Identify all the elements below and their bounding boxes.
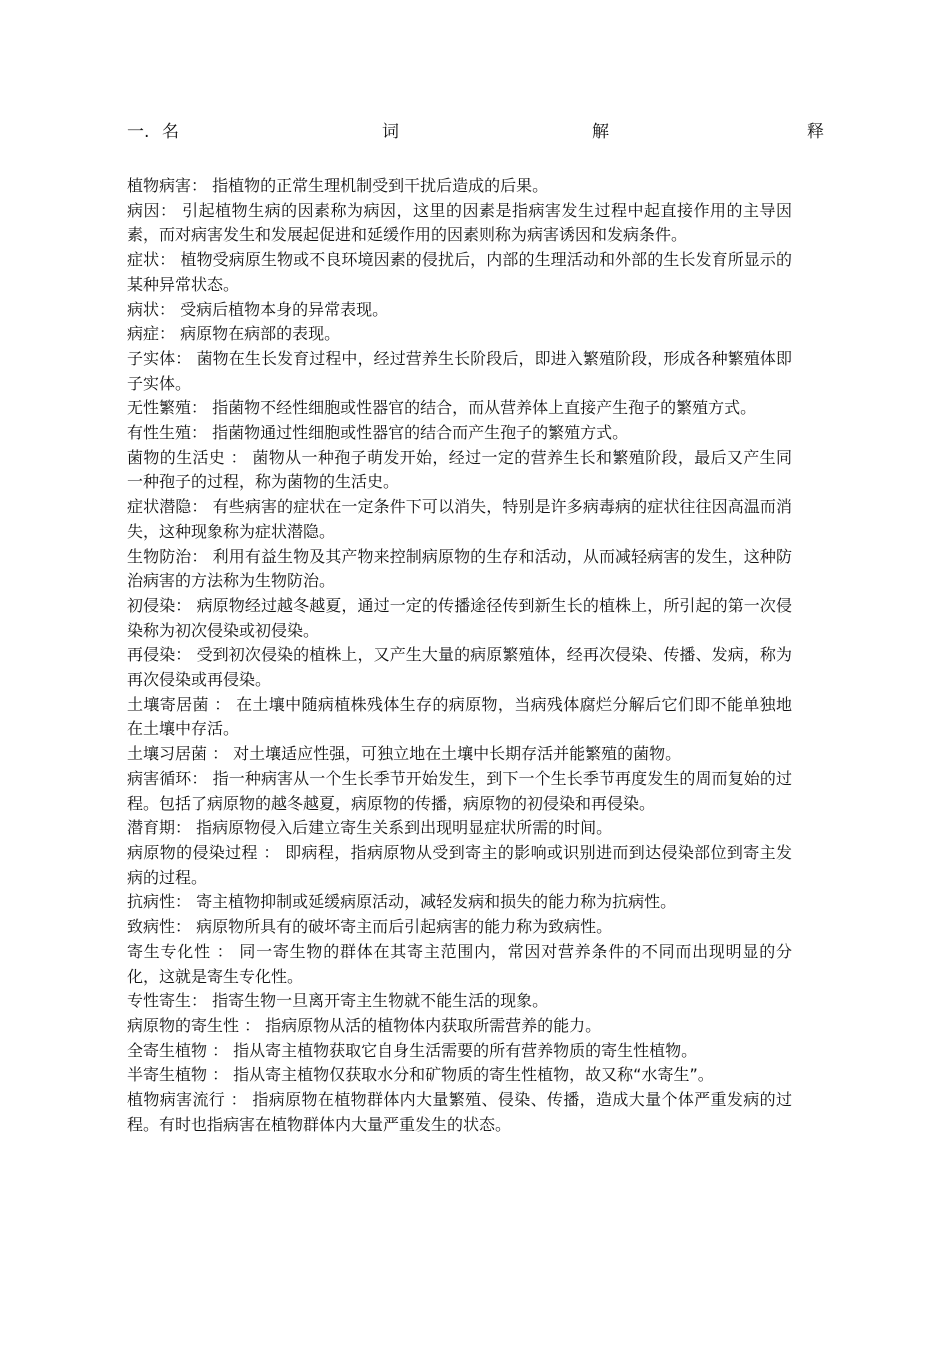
entry-definition: 菌物从一种孢子萌发开始，经过一定的营养生长和繁殖阶段，最后又产生同一种孢子的过程，称为菌物的生活史。	[127, 447, 792, 492]
glossary-entry	[127, 989, 792, 1014]
entry-definition: 指从寄主植物获取它自身生活需要的所有营养物质的寄生性植物。	[228, 1040, 698, 1060]
glossary-entry	[127, 841, 792, 890]
entry-term: 再侵染：	[127, 645, 192, 665]
entry-definition: 指植物的正常生理机制受到干扰后造成的后果。	[207, 176, 549, 195]
glossary-entry	[127, 816, 792, 841]
entry-definition: 在土壤中随病植株残体生存的病原物，当病残体腐烂分解后它们即不能单独地在土壤中存活。	[127, 694, 792, 739]
entry-definition: 指一种病害从一个生长季节开始发生，到下一个生长季节再度发生的周而复始的过程。包括了病原物的越冬越夏，病原物的传播，病原物的初侵染和再侵染。	[127, 768, 792, 813]
glossary-entry	[127, 1014, 792, 1039]
entry-term: 潜育期：	[127, 818, 192, 838]
glossary-entry	[127, 421, 792, 446]
entry-definition: 利用有益生物及其产物来控制病原物的生存和活动，从而减轻病害的发生，这种防治病害的方法称为生物防治。	[127, 546, 792, 591]
entry-term: 病害循环：	[127, 768, 208, 788]
glossary-entry	[127, 693, 792, 742]
entry-term: 有性生殖：	[127, 423, 208, 443]
entry-term: 生物防治：	[127, 546, 208, 566]
entry-term: 初侵染：	[127, 595, 192, 615]
glossary-entry	[127, 643, 792, 692]
glossary-entry	[127, 199, 792, 248]
entry-term: 植物病害流行 ：	[127, 1090, 247, 1110]
entry-definition: 指从寄主植物仅获取水分和矿物质的寄生性植物，故又称“水寄生”。	[228, 1065, 714, 1085]
entry-definition: 指菌物通过性细胞或性器官的结合而产生孢子的繁殖方式。	[207, 423, 629, 443]
heading-char: 解	[592, 122, 609, 142]
entry-term: 专性寄生：	[127, 991, 208, 1011]
glossary-entry	[127, 742, 792, 767]
glossary-entry	[127, 1088, 792, 1137]
glossary-entry	[127, 298, 792, 323]
entry-definition: 菌物在生长发育过程中，经过营养生长阶段后，即进入繁殖阶段，形成各种繁殖体即子实体。	[127, 348, 792, 393]
entry-term: 植物病害：	[127, 176, 208, 195]
entry-term: 致病性：	[127, 917, 192, 937]
entry-definition: 即病程，指病原物从受到寄主的影响或识别进而到达侵染部位到寄主发病的过程。	[127, 842, 792, 887]
entry-term: 无性繁殖：	[127, 398, 208, 418]
glossary-entry	[127, 495, 792, 544]
section-heading	[127, 120, 827, 144]
entry-term: 病原物的侵染过程 ：	[127, 842, 280, 862]
glossary-entry	[127, 1063, 792, 1088]
entry-term: 土壤习居菌 ：	[127, 744, 229, 764]
entry-term: 全寄生植物 ：	[127, 1040, 229, 1060]
glossary-entry	[127, 767, 792, 816]
entry-definition: 指病原物从活的植物体内获取所需营养的能力。	[260, 1015, 602, 1035]
entry-definition: 有些病害的症状在一定条件下可以消失，特别是许多病毒病的症状往往因高温而消失，这种现象称为症状潜隐。	[127, 497, 792, 541]
entry-term: 病原物的寄生性 ：	[127, 1015, 261, 1035]
heading-char: 释	[807, 122, 824, 142]
heading-char: 词	[382, 122, 399, 142]
glossary-entry	[127, 347, 792, 396]
glossary-entry	[127, 915, 792, 940]
entry-definition: 植物受病原生物或不良环境因素的侵扰后，内部的生理活动和外部的生长发育所显示的某种异常状态。	[127, 250, 792, 294]
entry-definition: 病原物在病部的表现。	[175, 324, 341, 344]
entry-term: 病因：	[127, 200, 177, 220]
entry-definition: 病原物经过越冬越夏，通过一定的传播途径传到新生长的植株上，所引起的第一次侵染称为初次侵染或初侵染。	[127, 595, 792, 640]
heading-number: 一.	[127, 122, 150, 142]
entry-definition: 指病原物在植物群体内大量繁殖、侵染、传播，造成大量个体严重发病的过程。有时也指病害在植物群体内大量严重发生的状态。	[127, 1090, 792, 1134]
entry-term: 症状潜隐：	[127, 497, 208, 517]
entry-definition: 指菌物不经性细胞或性器官的结合，而从营养体上直接产生孢子的繁殖方式。	[207, 398, 757, 418]
glossary-entry	[127, 1039, 792, 1064]
heading-char: 名	[162, 122, 179, 142]
glossary-entry	[127, 322, 792, 347]
entry-definition: 寄主植物抑制或延缓病原活动，减轻发病和损失的能力称为抗病性。	[191, 892, 677, 912]
glossary-entry	[127, 545, 792, 594]
entry-term: 病症：	[127, 324, 176, 344]
entry-definition: 指寄生物一旦离开寄主生物就不能生活的现象。	[207, 991, 549, 1011]
entry-term: 半寄生植物 ：	[127, 1065, 229, 1085]
entry-term: 菌物的生活史 ：	[127, 447, 247, 467]
entry-definition: 受到初次侵染的植株上，又产生大量的病原繁殖体，经再次侵染、传播、发病，称为再次侵染或再侵染。	[127, 645, 792, 690]
glossary-entry	[127, 594, 792, 643]
entry-definition: 同一寄生物的群体在其寄主范围内，常因对营养条件的不同而出现明显的分化，这就是寄生专化性。	[127, 941, 792, 986]
entry-term: 子实体：	[127, 348, 192, 368]
glossary-entry	[127, 396, 792, 421]
entry-term: 病状：	[127, 299, 176, 319]
glossary-entry	[127, 890, 792, 915]
entry-term: 抗病性：	[127, 892, 192, 912]
glossary-entry	[127, 248, 792, 297]
entry-definition: 指病原物侵入后建立寄生关系到出现明显症状所需的时间。	[191, 818, 613, 838]
entry-definition: 受病后植物本身的异常表现。	[175, 299, 389, 319]
glossary-entry	[127, 446, 792, 495]
glossary-entry	[127, 940, 792, 989]
glossary-list	[127, 174, 792, 1137]
entry-definition: 对土壤适应性强，可独立地在土壤中长期存活并能繁殖的菌物。	[228, 744, 682, 764]
entry-definition: 病原物所具有的破坏寄主而后引起病害的能力称为致病性。	[191, 917, 613, 937]
entry-term: 寄生专化性 ：	[127, 941, 234, 961]
entry-term: 症状：	[127, 250, 176, 270]
entry-definition: 引起植物生病的因素称为病因，这里的因素是指病害发生过程中起直接作用的主导因素，而对病害发生和发展起促进和延缓作用的因素则称为病害诱因和发病条件。	[127, 200, 792, 245]
entry-term: 土壤寄居菌 ：	[127, 694, 231, 714]
glossary-entry	[127, 174, 792, 199]
